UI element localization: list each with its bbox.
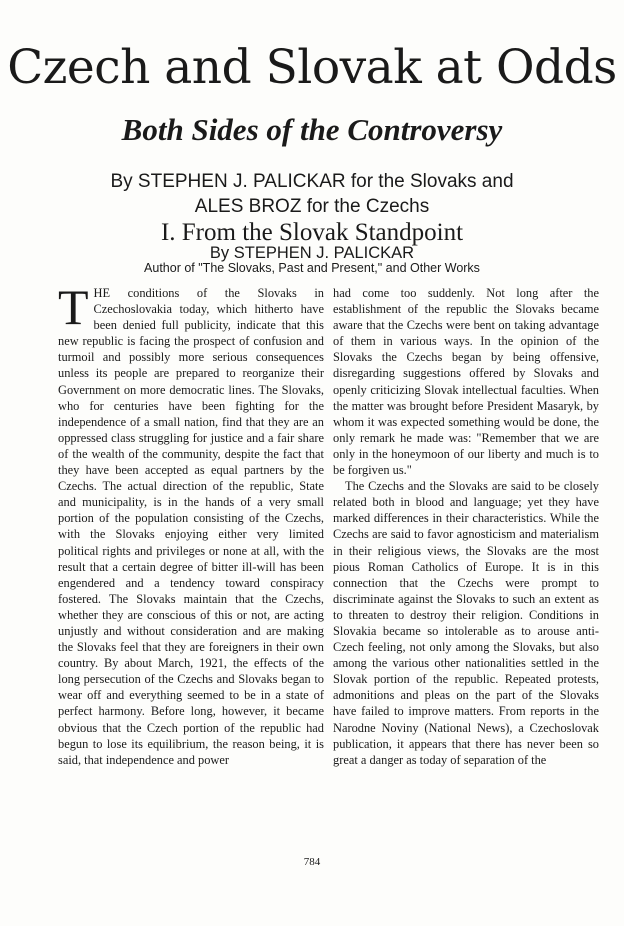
paragraph <box>58 285 324 768</box>
left-column <box>58 285 324 847</box>
article-subtitle: Both Sides of the Controversy <box>121 112 503 147</box>
section-heading: I. From the Slovak Standpoint <box>160 219 464 246</box>
section-author-works: Author of "The Slovaks, Past and Present," and Other Works <box>144 261 480 275</box>
left-column-text: HE conditions of the Slovaks in Czechoslovakia today, which hitherto have been denied full publicity, indicate that this new republic is facing the prospect of confusion and turmoil and possibly more serious consequences unless its people are prepared to reorganize their Government on more democratic lines. The Slovaks, who for centuries have been fighting for the independence of a small nation, find that they are an oppressed class struggling for justice and a fair share of the wealth of the community, despite the fact that they have been accepted as equal partners by the Czechs. The actual direction of the republic, State and municipality, is in the hands of a very small portion of the population consisting of the Czechs, with the Slovaks enjoying either very limited political rights and privileges or none at all, with the result that a certain degree of bitter ill-will has been engendered and a tendency toward conspiracy fostered. The Slovaks maintain that the Czechs, whether they are conscious of this or not, are acting unjustly and without consideration and are making the Slovaks feel that they are foreigners in their own country. By about March, 1921, the effects of the long persecution of the Czechs and Slovaks began to wear off and everything seemed to be in a state of perfect harmony. Before long, however, it became obvious that the Czech portion of the republic had begun to lose its equilibrium, the reason being, it is said, that independence and power <box>58 286 324 767</box>
byline-line-2: ALES BROZ for the Czechs <box>194 196 430 217</box>
article-title: Czech and Slovak at Odds <box>7 40 617 95</box>
byline <box>0 169 624 219</box>
paragraph: had come too suddenly. Not long after the establishment of the republic the Slovaks became aware that the Czechs were bent on taking advantage of them in various ways. In the opinion of the Slovaks the Czechs began by being offensive, disregarding suggestions offered by Slovaks and openly criticizing Slovak intellectual faculties. When the matter was brought before President Masaryk, by whom it was expected something would be done, the only remark he made was: "Remember that we are only in the honeymoon of our liberty and much is to be forgiven us." <box>333 286 599 478</box>
page-number: 784 <box>303 856 321 868</box>
drop-cap: T <box>58 285 89 335</box>
right-column <box>333 285 599 847</box>
paragraph: The Czechs and the Slovaks are said to be closely related both in blood and language; yet they have marked differences in their characteristics. While the Czechs are said to favor agnosticism and materialism in their religious views, the Slovaks are the most pious Roman Catholics of Europe. It is in this connection that the Czechs were prompt to discriminate against the Slovaks to such an extent as to threaten to destroy their religion. Conditions in Slovakia became so intolerable as to arouse anti-Czech feeling, not only among the Slovaks, but also among the various other nationalities settled in the Slovak portion of the republic. Repeated protests, admonitions and pleas on the part of the Slovaks have failed to improve matters. From reports in the Narodne Noviny (National News), a Czechoslovak publication, it appears that there has never been so great a danger as today of separation of the <box>333 479 599 767</box>
byline-line-1: By STEPHEN J. PALICKAR for the Slovaks and <box>110 171 514 192</box>
section-author: By STEPHEN J. PALICKAR <box>209 244 415 262</box>
